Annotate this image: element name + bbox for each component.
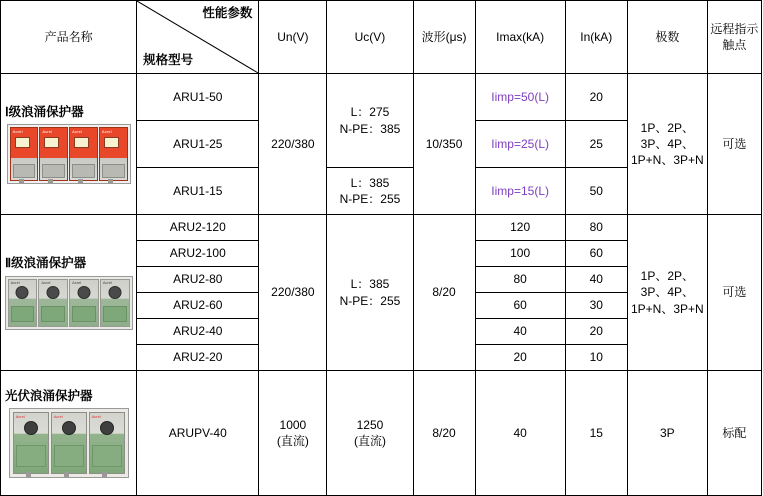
- spd-module: [10, 127, 39, 181]
- uc-npe-value: N-PE：385: [339, 121, 401, 136]
- remote-cell-type1: 可选: [707, 74, 761, 215]
- header-product-name: 产品名称: [1, 1, 137, 74]
- header-uc: Uc(V): [327, 1, 413, 74]
- brand-mark: Acrel: [72, 279, 82, 285]
- spd-module: [38, 279, 68, 327]
- uc-cell-type1-a: [327, 74, 413, 168]
- in-cell: 20: [565, 319, 627, 345]
- product-block-pv: [1, 385, 136, 482]
- product-cell-type1: [1, 74, 137, 215]
- indicator-knob: [47, 286, 60, 299]
- imax-cell: 60: [475, 293, 565, 319]
- brand-mark: Acrel: [53, 414, 63, 420]
- module-label: [54, 445, 84, 467]
- status-window: [15, 137, 30, 148]
- poles-line-2: 1P+N、3P+N: [630, 301, 704, 316]
- header-remote-contact: 远程指示触点: [707, 1, 761, 74]
- uc-value: 1250: [356, 417, 384, 432]
- uc-npe-value: N-PE：255: [339, 293, 401, 308]
- module-label: [16, 445, 46, 467]
- remote-cell-pv: 标配: [707, 371, 761, 496]
- brand-mark: Acrel: [10, 279, 20, 285]
- status-window: [74, 137, 89, 148]
- module-base: [13, 164, 36, 178]
- un-note: (直流): [276, 434, 309, 448]
- status-window: [44, 137, 59, 148]
- spd-pv-photo: [9, 408, 129, 478]
- table-row: [1, 371, 762, 496]
- model-cell: ARU2-40: [137, 319, 259, 345]
- product-title-pv: 光伏浪涌保护器: [5, 388, 93, 403]
- poles-cell-pv: 3P: [627, 371, 707, 496]
- in-cell: 30: [565, 293, 627, 319]
- uc-l-value: L：275: [350, 105, 390, 120]
- waveform-cell-pv: 8/20: [413, 371, 475, 496]
- imax-cell: 100: [475, 241, 565, 267]
- uc-l-value: L：385: [350, 277, 390, 292]
- brand-mark: Acrel: [101, 129, 112, 135]
- module-label: [103, 306, 127, 322]
- model-cell: ARU1-50: [137, 74, 259, 121]
- imax-cell: 20: [475, 345, 565, 371]
- in-cell: 20: [565, 74, 627, 121]
- imax-cell: 40: [475, 319, 565, 345]
- header-un: Un(V): [259, 1, 327, 74]
- imax-cell: 40: [475, 371, 565, 496]
- un-cell-pv: [259, 371, 327, 496]
- spd-module: [89, 412, 125, 474]
- uc-l-value: L：385: [350, 175, 390, 190]
- un-cell-type1: 220/380: [259, 74, 327, 215]
- spd-module: [69, 127, 98, 181]
- model-cell: ARU2-120: [137, 215, 259, 241]
- module-label: [72, 306, 96, 322]
- waveform-cell-type2: 8/20: [413, 215, 475, 371]
- imax-cell: Iimp=25(L): [475, 121, 565, 168]
- imax-cell: 80: [475, 267, 565, 293]
- product-cell-pv: [1, 371, 137, 496]
- brand-mark: Acrel: [72, 129, 83, 135]
- poles-line-1: 1P、2P、3P、4P、: [640, 120, 694, 151]
- spd-module: [100, 279, 130, 327]
- indicator-knob: [100, 421, 114, 435]
- module-base: [42, 164, 65, 178]
- spd-type2-grey-photo: [5, 276, 133, 330]
- header-imax: Imax(kA): [475, 1, 565, 74]
- brand-mark: Acrel: [42, 129, 53, 135]
- header-spec-model: 规格型号: [143, 53, 194, 68]
- uc-note: (直流): [353, 434, 386, 448]
- in-cell: 40: [565, 267, 627, 293]
- spd-module: [69, 279, 99, 327]
- product-title-type1: Ⅰ级浪涌保护器: [5, 104, 84, 119]
- table-row: [1, 215, 762, 241]
- indicator-knob: [16, 286, 29, 299]
- model-cell: ARUPV-40: [137, 371, 259, 496]
- uc-npe-value: N-PE：255: [339, 192, 401, 206]
- indicator-knob: [77, 286, 90, 299]
- poles-cell-type1: [627, 74, 707, 215]
- indicator-knob: [62, 421, 76, 435]
- product-block-type2: [1, 252, 136, 333]
- imax-cell: 120: [475, 215, 565, 241]
- in-cell: 80: [565, 215, 627, 241]
- model-cell: ARU2-20: [137, 345, 259, 371]
- in-cell: 25: [565, 121, 627, 168]
- poles-line-2: 1P+N、3P+N: [630, 153, 704, 168]
- brand-mark: Acrel: [41, 279, 51, 285]
- in-cell: 50: [565, 168, 627, 215]
- module-base: [72, 164, 95, 178]
- header-diagonal-cell: [137, 1, 259, 74]
- spd-module: [13, 412, 49, 474]
- product-title-type2: Ⅱ级浪涌保护器: [5, 256, 87, 271]
- indicator-knob: [108, 286, 121, 299]
- imax-cell: Iimp=15(L): [475, 168, 565, 215]
- header-in: In(kA): [565, 1, 627, 74]
- table-row: [1, 74, 762, 121]
- spd-module: [8, 279, 38, 327]
- uc-cell-pv: [327, 371, 413, 496]
- header-performance-parameter: 性能参数: [202, 6, 253, 20]
- un-value: 1000: [279, 417, 307, 432]
- module-label: [11, 306, 35, 322]
- brand-mark: Acrel: [15, 414, 25, 420]
- model-cell: ARU1-15: [137, 168, 259, 215]
- model-cell: ARU2-80: [137, 267, 259, 293]
- product-block-type1: [1, 101, 136, 188]
- model-cell: ARU2-100: [137, 241, 259, 267]
- brand-mark: Acrel: [91, 414, 101, 420]
- terminal-pin: [19, 179, 24, 183]
- module-label: [41, 306, 65, 322]
- model-cell: ARU1-25: [137, 121, 259, 168]
- product-cell-type2: [1, 215, 137, 371]
- module-base: [102, 164, 125, 178]
- spd-module: [51, 412, 87, 474]
- waveform-cell-type1: 10/350: [413, 74, 475, 215]
- spd-module: [99, 127, 128, 181]
- header-waveform: 波形(μs): [413, 1, 475, 74]
- in-cell: 60: [565, 241, 627, 267]
- spd-module: [39, 127, 68, 181]
- terminal-pin: [78, 179, 83, 183]
- model-cell: ARU2-60: [137, 293, 259, 319]
- poles-cell-type2: [627, 215, 707, 371]
- spd-type1-orange-photo: [7, 124, 131, 184]
- terminal-pin: [108, 179, 113, 183]
- uc-cell-type1-b: [327, 168, 413, 215]
- poles-line-1: 1P、2P、3P、4P、: [640, 269, 694, 300]
- brand-mark: Acrel: [102, 279, 112, 285]
- indicator-knob: [24, 421, 38, 435]
- un-cell-type2: 220/380: [259, 215, 327, 371]
- in-cell: 15: [565, 371, 627, 496]
- status-window: [104, 137, 119, 148]
- header-poles: 极数: [627, 1, 707, 74]
- terminal-pin: [48, 179, 53, 183]
- table-header-row: [1, 1, 762, 74]
- in-cell: 10: [565, 345, 627, 371]
- brand-mark: Acrel: [12, 129, 23, 135]
- remote-cell-type2: 可选: [707, 215, 761, 371]
- module-label: [92, 445, 122, 467]
- imax-cell: Iimp=50(L): [475, 74, 565, 121]
- uc-cell-type2: [327, 215, 413, 371]
